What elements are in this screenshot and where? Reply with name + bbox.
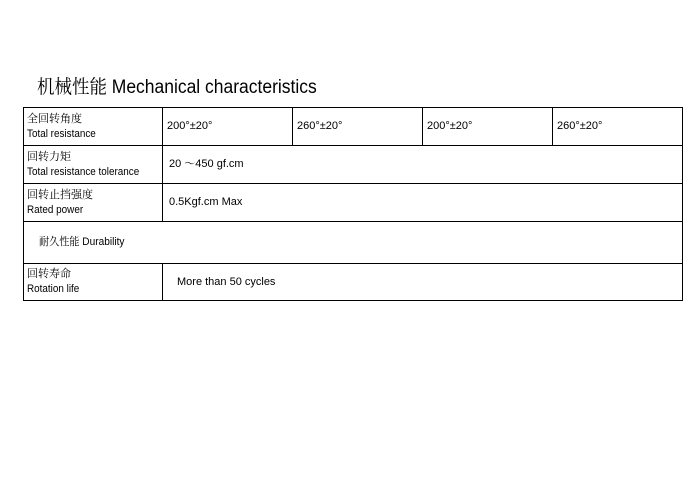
mechanical-section-title: 机械性能 Mechanical characteristics: [37, 77, 317, 98]
tolerance-value: 20 ～450 gf.cm: [163, 146, 683, 184]
rated-power-label-cn: 回转止挡强度: [27, 188, 93, 201]
durability-section-title: 耐久性能 Durability: [39, 236, 125, 248]
rotation-life-label-en: Rotation life: [27, 283, 80, 295]
tolerance-label-cell: [24, 146, 163, 184]
table-row-total-resistance: [24, 108, 683, 146]
total-resistance-value-2: 260°±20°: [293, 108, 423, 146]
table-row-tolerance: [24, 146, 683, 184]
rated-power-label-cell: [24, 184, 163, 222]
rated-power-label-en: Rated power: [27, 203, 84, 216]
total-resistance-value-4: 260°±20°: [553, 108, 683, 146]
table-row-rotation-life: [24, 264, 683, 301]
rated-power-value: 0.5Kgf.cm Max: [163, 184, 683, 222]
tolerance-label-en: Total resistance tolerance: [27, 165, 140, 178]
table-row-durability-heading: [24, 222, 683, 264]
rotation-life-value: More than 50 cycles: [163, 264, 683, 301]
total-resistance-label-en: Total resistance: [27, 127, 96, 140]
tolerance-label-cn: 回转力矩: [27, 150, 71, 163]
table-row-rated-power: [24, 184, 683, 222]
total-resistance-value-3: 200°±20°: [423, 108, 553, 146]
characteristics-table: [23, 107, 683, 301]
rotation-life-label-cell: [24, 264, 163, 301]
durability-section-title-cell: [24, 222, 683, 264]
rotation-life-label-cn: 回转寿命: [27, 268, 71, 280]
total-resistance-value-1: 200°±20°: [163, 108, 293, 146]
total-resistance-label-cn: 全回转角度: [27, 112, 82, 125]
total-resistance-label-cell: [24, 108, 163, 146]
